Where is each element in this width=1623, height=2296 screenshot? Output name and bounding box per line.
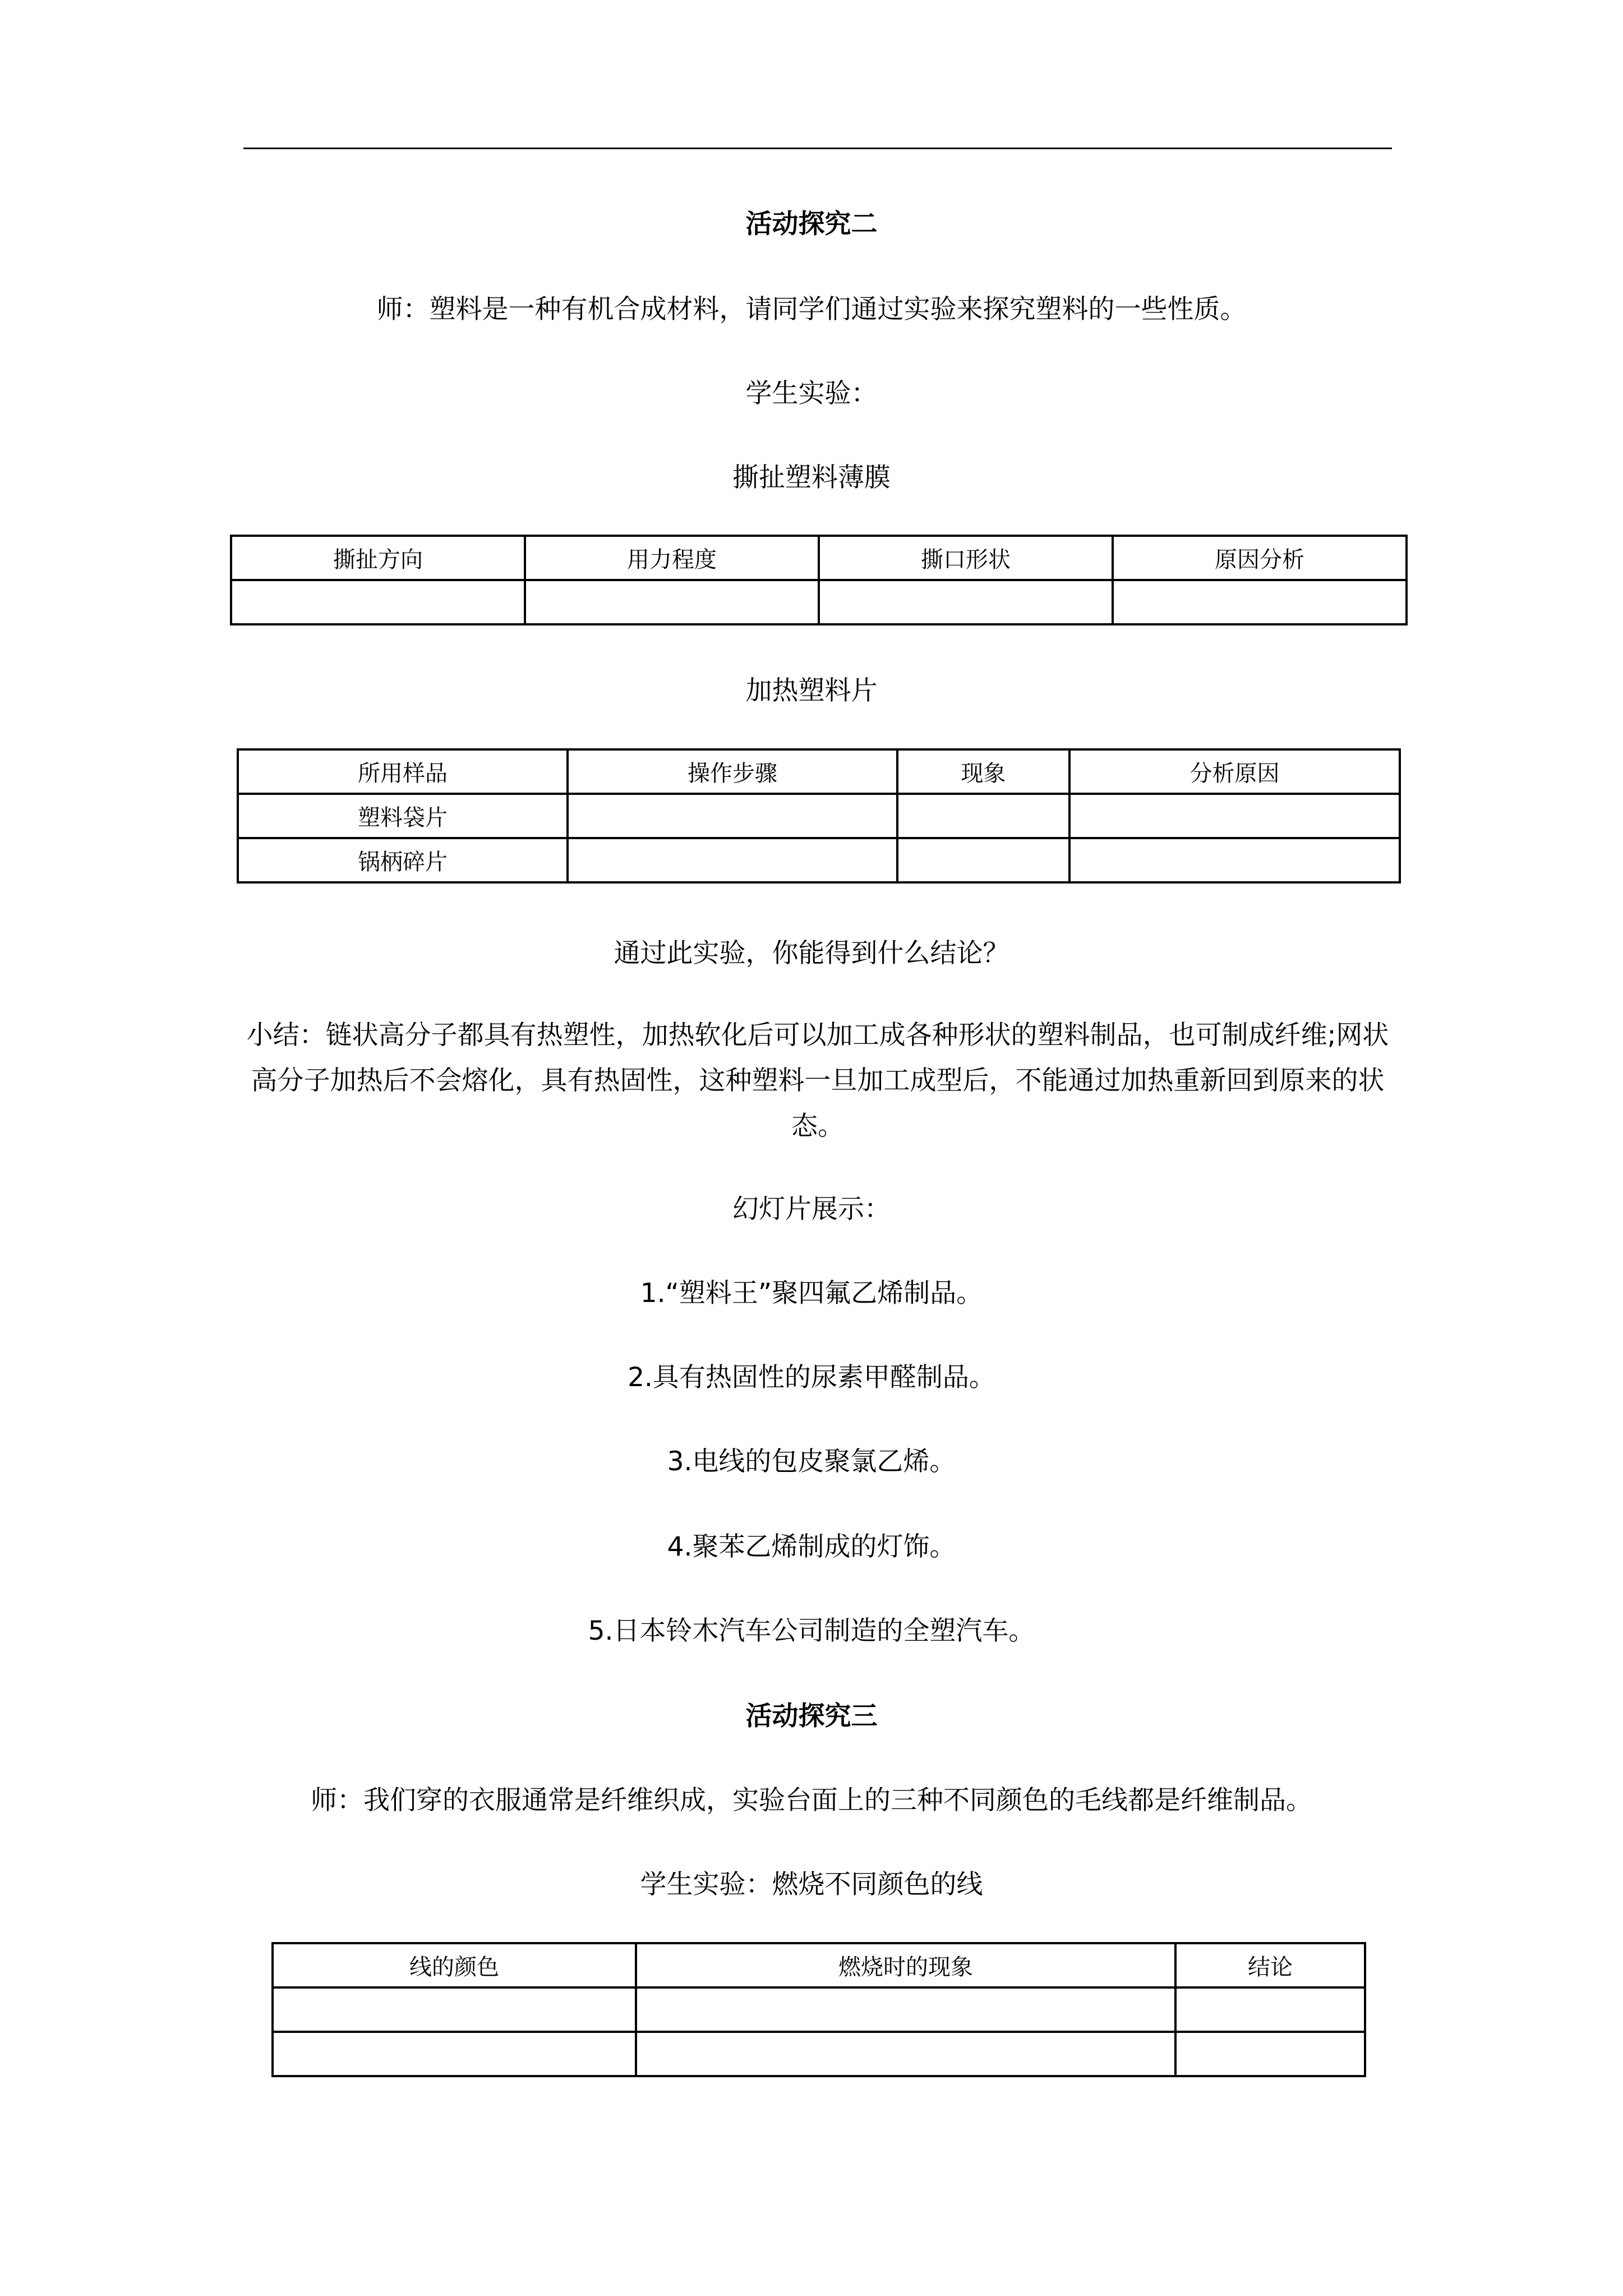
table-row	[273, 1987, 1365, 2032]
table1-title: 撕扯塑料薄膜	[732, 462, 891, 493]
table-cell	[1069, 794, 1400, 838]
table-cell	[568, 838, 897, 882]
table-cell	[231, 580, 525, 624]
tear-film-table	[230, 535, 1408, 625]
header-rule	[243, 148, 1392, 149]
table-header-cell: 结论	[1175, 1943, 1365, 1987]
table-cell	[1113, 580, 1407, 624]
summary-paragraph: 小结：链状高分子都具有热塑性，加热软化后可以加工成各种形状的塑料制品，也可制成纤维;网状高分子加热后不会熔化，具有热固性，这种塑料一旦加工成型后，不能通过加热重新回到原来的状态。	[246, 1020, 1389, 1142]
table-cell	[568, 794, 897, 838]
activity2-student-experiment: 学生实验：	[745, 378, 878, 409]
table-header-cell: 现象	[897, 749, 1069, 794]
slide-item: 5.日本铃木汽车公司制造的全塑汽车。	[588, 1616, 1035, 1646]
table-header-cell: 分析原因	[1069, 749, 1400, 794]
table2-title: 加热塑料片	[745, 675, 878, 706]
burn-thread-table	[271, 1942, 1366, 2077]
table-row	[238, 794, 1400, 838]
table-cell	[897, 794, 1069, 838]
activity3-student-experiment: 学生实验：燃烧不同颜色的线	[640, 1869, 983, 1900]
table-row	[238, 838, 1400, 882]
table-cell	[1175, 1987, 1365, 2032]
table-cell	[819, 580, 1113, 624]
table-cell	[636, 2032, 1175, 2076]
table-cell: 塑料袋片	[238, 794, 568, 838]
slide-item: 2.具有热固性的尿素甲醛制品。	[628, 1362, 995, 1393]
table-header-cell: 燃烧时的现象	[636, 1943, 1175, 1987]
activity3-heading: 活动探究三	[745, 1701, 878, 1732]
table-cell	[525, 580, 819, 624]
activity2-teacher-line: 师：塑料是一种有机合成材料，请同学们通过实验来探究塑料的一些性质。	[376, 294, 1247, 325]
table-cell	[273, 2032, 636, 2076]
table-header-row	[238, 749, 1400, 794]
table-cell: 锅柄碎片	[238, 838, 568, 882]
table-row	[231, 580, 1407, 624]
conclusion-question: 通过此实验，你能得到什么结论？	[614, 938, 1009, 969]
activity2-heading: 活动探究二	[745, 209, 878, 240]
table-header-cell: 用力程度	[525, 536, 819, 580]
table-cell	[1069, 838, 1400, 882]
table-cell	[636, 1987, 1175, 2032]
table-header-cell: 撕扯方向	[231, 536, 525, 580]
slide-item: 4.聚苯乙烯制成的灯饰。	[667, 1531, 956, 1562]
table-header-cell: 操作步骤	[568, 749, 897, 794]
activity3-teacher-line: 师：我们穿的衣服通常是纤维织成，实验台面上的三种不同颜色的毛线都是纤维制品。	[311, 1785, 1312, 1816]
table-header-row	[231, 536, 1407, 580]
table-cell	[273, 1987, 636, 2032]
slide-item: 1.“塑料王”聚四氟乙烯制品。	[640, 1278, 983, 1309]
table-row	[273, 2032, 1365, 2076]
table-cell	[1175, 2032, 1365, 2076]
table-header-row	[273, 1943, 1365, 1987]
table-header-cell: 撕口形状	[819, 536, 1113, 580]
slide-item: 3.电线的包皮聚氯乙烯。	[667, 1446, 956, 1477]
table-header-cell: 原因分析	[1113, 536, 1407, 580]
table-header-cell: 线的颜色	[273, 1943, 636, 1987]
heat-plastic-table	[237, 748, 1401, 884]
table-cell	[897, 838, 1069, 882]
slides-intro: 幻灯片展示：	[732, 1194, 891, 1225]
table-header-cell: 所用样品	[238, 749, 568, 794]
